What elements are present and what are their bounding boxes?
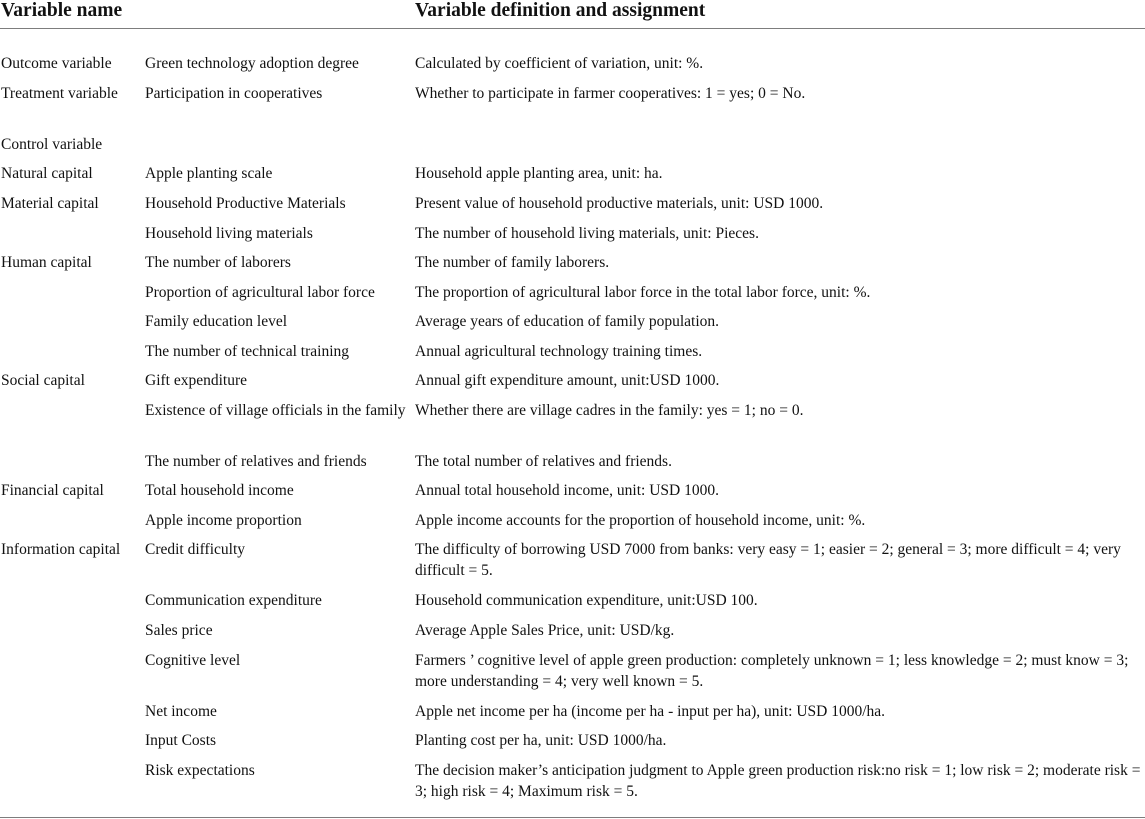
row-definition: Apple net income per ha (income per ha - input per ha), unit: USD 1000/ha. — [415, 703, 886, 720]
row-definition: Farmers ’ cognitive level of apple green production: completely unknown = 1; less knowledge = 2; must know = 3; more understanding = 4; very well known = 5. — [415, 652, 1129, 690]
row-variable-name: Apple income proportion — [145, 512, 302, 529]
row-variable-name: Existence of village officials in the family — [145, 402, 406, 419]
row-variable-name: Communication expenditure — [145, 592, 322, 609]
row-definition: The number of household living materials, unit: Pieces. — [415, 225, 759, 242]
row-variable-name: Total household income — [145, 482, 294, 499]
row-variable-name: The number of relatives and friends — [145, 453, 367, 470]
row-definition: Household apple planting area, unit: ha. — [415, 165, 663, 182]
row-category: Information capital — [1, 541, 121, 558]
row-definition: The number of family laborers. — [415, 254, 610, 271]
row-definition: Whether to participate in farmer cooperatives: 1 = yes; 0 = No. — [415, 85, 806, 102]
row-definition: Calculated by coefficient of variation, unit: %. — [415, 55, 704, 72]
row-variable-name: Proportion of agricultural labor force — [145, 284, 375, 301]
row-category: Social capital — [1, 372, 85, 389]
row-variable-name: Cognitive level — [145, 652, 241, 669]
row-variable-name: Household living materials — [145, 225, 313, 242]
row-definition: Annual agricultural technology training times. — [415, 343, 703, 360]
header-variable-name: Variable name — [1, 0, 123, 21]
row-category: Treatment variable — [1, 85, 118, 102]
row-definition: Apple income accounts for the proportion of household income, unit: %. — [415, 512, 866, 529]
row-variable-name: Family education level — [145, 313, 288, 330]
row-variable-name: Risk expectations — [145, 762, 255, 779]
row-category: Natural capital — [1, 165, 93, 182]
row-definition: The decision maker’s anticipation judgment to Apple green production risk:no risk = 1; low risk = 2; moderate risk = 3; high risk = 4; Maximum risk = 5. — [415, 762, 1141, 800]
row-definition: Annual gift expenditure amount, unit:USD 1000. — [415, 372, 720, 389]
row-definition: The proportion of agricultural labor force in the total labor force, unit: %. — [415, 284, 871, 301]
row-variable-name: Green technology adoption degree — [145, 55, 359, 72]
row-variable-name: The number of technical training — [145, 343, 350, 360]
row-definition: Average Apple Sales Price, unit: USD/kg. — [415, 622, 675, 639]
row-variable-name: Credit difficulty — [145, 541, 246, 558]
row-variable-name: Sales price — [145, 622, 213, 639]
row-definition: The total number of relatives and friends. — [415, 453, 672, 470]
row-variable-name: The number of laborers — [145, 254, 291, 271]
row-variable-name: Participation in cooperatives — [145, 85, 323, 102]
header-variable-definition: Variable definition and assignment — [415, 0, 706, 21]
row-definition: Annual total household income, unit: USD 1000. — [415, 482, 719, 499]
header-rule — [0, 28, 1145, 29]
row-variable-name: Gift expenditure — [145, 372, 248, 389]
row-category: Outcome variable — [1, 55, 112, 72]
bottom-rule — [0, 817, 1145, 818]
row-variable-name: Household Productive Materials — [145, 195, 346, 212]
row-variable-name: Input Costs — [145, 732, 217, 749]
row-definition: Household communication expenditure, unit:USD 100. — [415, 592, 758, 609]
row-definition: The difficulty of borrowing USD 7000 from banks: very easy = 1; easier = 2; general = 3; more difficult = 4; very difficult = 5. — [415, 541, 1121, 579]
row-definition: Present value of household productive materials, unit: USD 1000. — [415, 195, 824, 212]
table-header — [0, 0, 1145, 29]
row-variable-name: Net income — [145, 703, 217, 720]
row-category: Control variable — [1, 136, 103, 153]
row-category: Financial capital — [1, 482, 104, 499]
row-category: Material capital — [1, 195, 99, 212]
row-definition: Whether there are village cadres in the family: yes = 1; no = 0. — [415, 402, 804, 419]
row-category: Human capital — [1, 254, 92, 271]
row-definition: Average years of education of family population. — [415, 313, 720, 330]
row-definition: Planting cost per ha, unit: USD 1000/ha. — [415, 732, 667, 749]
row-variable-name: Apple planting scale — [145, 165, 273, 182]
